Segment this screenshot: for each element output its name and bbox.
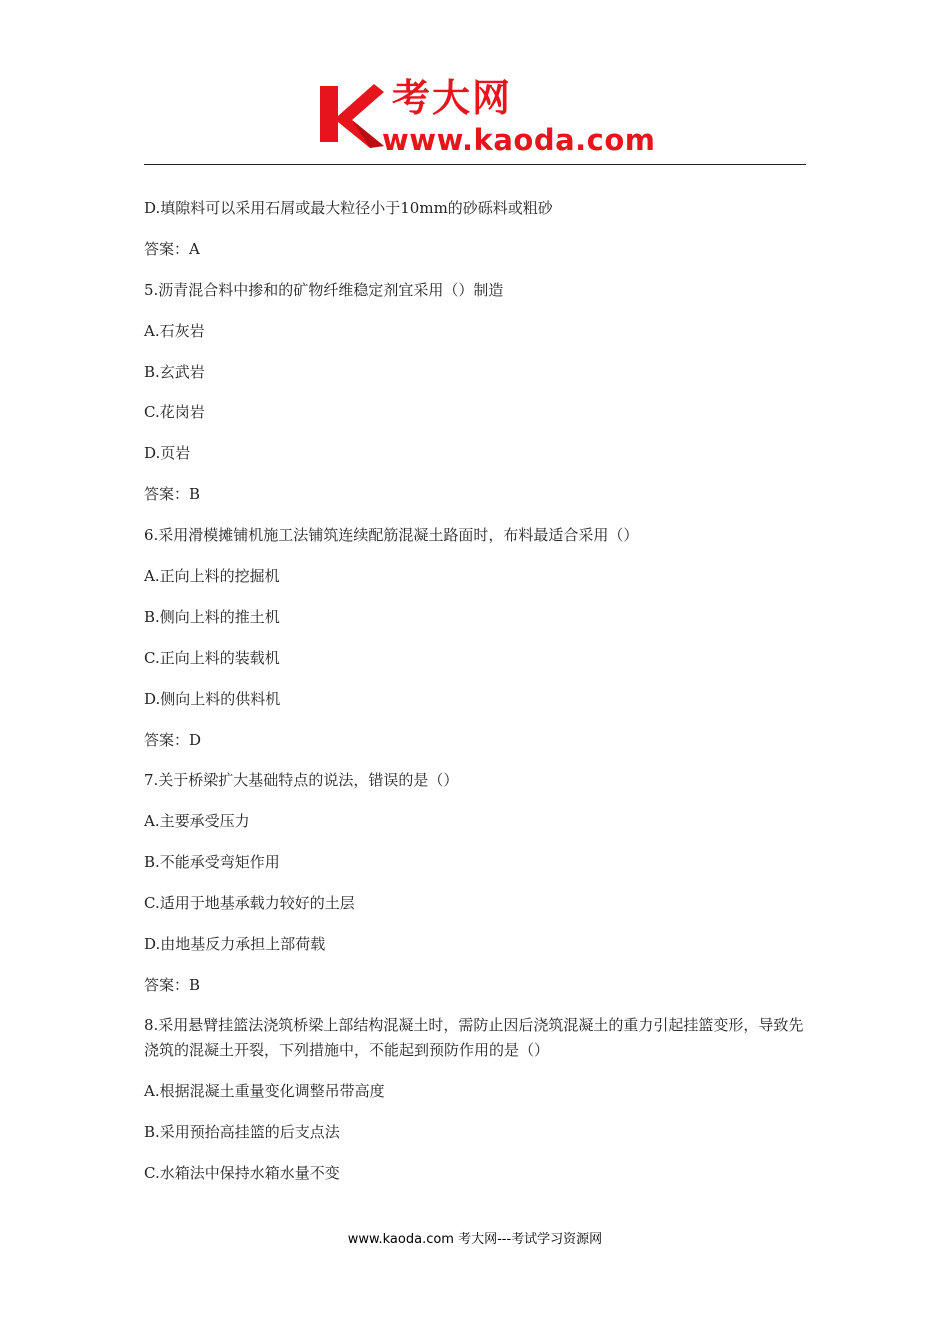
option-text: B.玄武岩 [144, 363, 205, 381]
page-footer: www.kaoda.com 考大网---考试学习资源网 [347, 1232, 603, 1247]
option-text: C.水箱法中保持水箱水量不变 [144, 1164, 340, 1182]
header-divider [144, 164, 806, 165]
answer-text: 答案：D [144, 731, 202, 749]
logo-chinese-name: 考大网 [392, 76, 513, 120]
question-text: 6.采用滑模摊铺机施工法铺筑连续配筋混凝土路面时，布料最适合采用（） [144, 526, 639, 544]
answer-text: 答案：B [144, 976, 201, 994]
option-text: A.正向上料的挖掘机 [144, 567, 280, 585]
option-text: D.页岩 [144, 444, 191, 462]
option-text: B.不能承受弯矩作用 [144, 853, 280, 871]
option-text: B.侧向上料的推土机 [144, 608, 280, 626]
option-text: A.主要承受压力 [144, 812, 250, 830]
answer-text: 答案：A [144, 240, 200, 258]
question-text: 7.关于桥梁扩大基础特点的说法，错误的是（） [144, 771, 459, 789]
option-text: C.正向上料的装载机 [144, 649, 280, 667]
option-text: C.花岗岩 [144, 403, 205, 421]
option-text: A.根据混凝土重量变化调整吊带高度 [144, 1082, 385, 1100]
option-text: D.侧向上料的供料机 [144, 690, 281, 708]
option-text: A.石灰岩 [144, 322, 205, 340]
option-text: D.由地基反力承担上部荷载 [144, 935, 326, 953]
question-text: 8.采用悬臂挂篮法浇筑桥梁上部结构混凝土时，需防止因后浇筑混凝土的重力引起挂篮变形，导致先浇筑的混凝土开裂，下列措施中，不能起到预防作用的是（） [144, 1016, 804, 1059]
option-text: D.填隙料可以采用石屑或最大粒径小于10mm的砂砾料或粗砂 [144, 199, 553, 217]
kaoda-logo [318, 76, 656, 160]
option-text: B.采用预抬高挂篮的后支点法 [144, 1123, 340, 1141]
logo-url-text: www.kaoda.com [382, 123, 656, 157]
option-text: C.适用于地基承载力较好的土层 [144, 894, 355, 912]
answer-text: 答案：B [144, 485, 201, 503]
k-logo-icon [318, 80, 386, 150]
question-text: 5.沥青混合料中掺和的矿物纤维稳定剂宜采用（）制造 [144, 281, 504, 299]
